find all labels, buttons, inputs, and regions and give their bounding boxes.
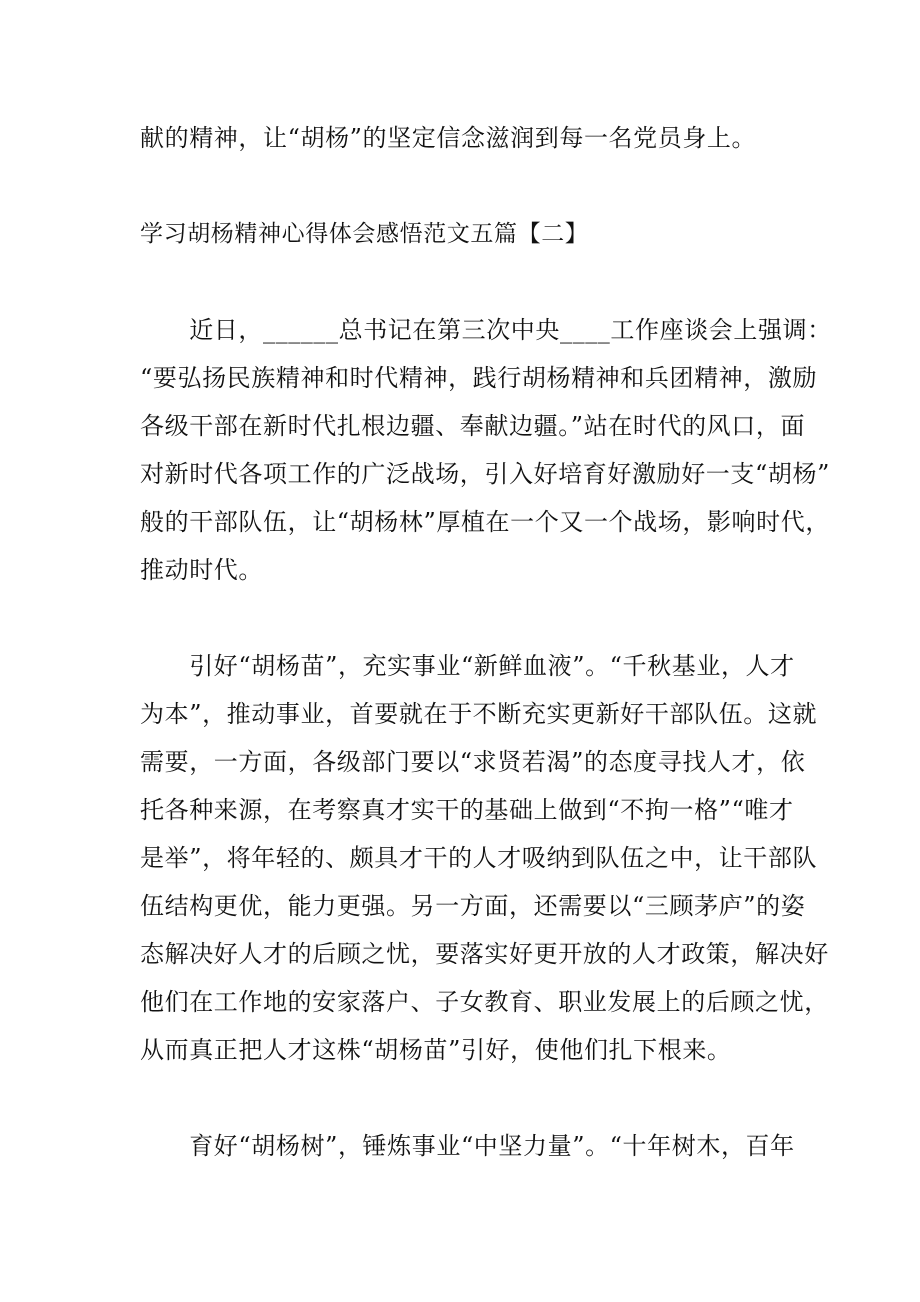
continuation-paragraph <box>140 114 800 162</box>
paragraph-line: 育好“胡杨树”，锤炼事业“中坚力量”。“十年树木，百年 <box>140 1132 795 1160</box>
heading-text: 学习胡杨精神心得体会感悟范文五篇【二】 <box>140 221 589 247</box>
paragraph-line: 引好“胡杨苗”，充实事业“新鲜血液”。“千秋基业，人才 <box>140 652 795 680</box>
paragraph-line: 是举”，将年轻的、颇具才干的人才吸纳到队伍之中，让干部队 <box>140 844 818 872</box>
paragraph-line: 对新时代各项工作的广泛战场，引入好培育好激励好一支“胡杨” <box>140 460 830 488</box>
paragraph-3 <box>140 1122 800 1170</box>
paragraph-line: 他们在工作地的安家落户、子女教育、职业发展上的后顾之忧， <box>140 988 829 1016</box>
paragraph-2 <box>140 642 829 1074</box>
paragraph-1 <box>140 306 832 594</box>
paragraph-line: 推动时代。 <box>140 556 263 584</box>
paragraph-line: 托各种来源，在考察真才实干的基础上做到“不拘一格”“唯才 <box>140 796 794 824</box>
paragraph-line: “要弘扬民族精神和时代精神，践行胡杨精神和兵团精神，激励 <box>140 364 818 392</box>
paragraph-line: 各级干部在新时代扎根边疆、奉献边疆。”站在时代的风口，面 <box>140 412 806 440</box>
paragraph-line: 从而真正把人才这株“胡杨苗”引好，使他们扎下根来。 <box>140 1036 732 1064</box>
paragraph-line: 需要，一方面，各级部门要以“求贤若渴”的态度寻找人才，依 <box>140 748 806 776</box>
paragraph-line: 般的干部队伍，让“胡杨林”厚植在一个又一个战场，影响时代， <box>140 508 830 536</box>
paragraph-line: 伍结构更优，能力更强。另一方面，还需要以“三顾茅庐”的姿 <box>140 892 806 920</box>
paragraph-line: 献的精神，让“胡杨”的坚定信念滋润到每一名党员身上。 <box>140 124 757 152</box>
paragraph-line: 为本”，推动事业，首要就在于不断充实更新好干部队伍。这就 <box>140 700 818 728</box>
paragraph-line: 态解决好人才的后顾之忧，要落实好更开放的人才政策，解决好 <box>140 940 829 968</box>
paragraph-line: 近日，______总书记在第三次中央____工作座谈会上强调： <box>140 316 832 344</box>
section-heading <box>140 210 800 258</box>
